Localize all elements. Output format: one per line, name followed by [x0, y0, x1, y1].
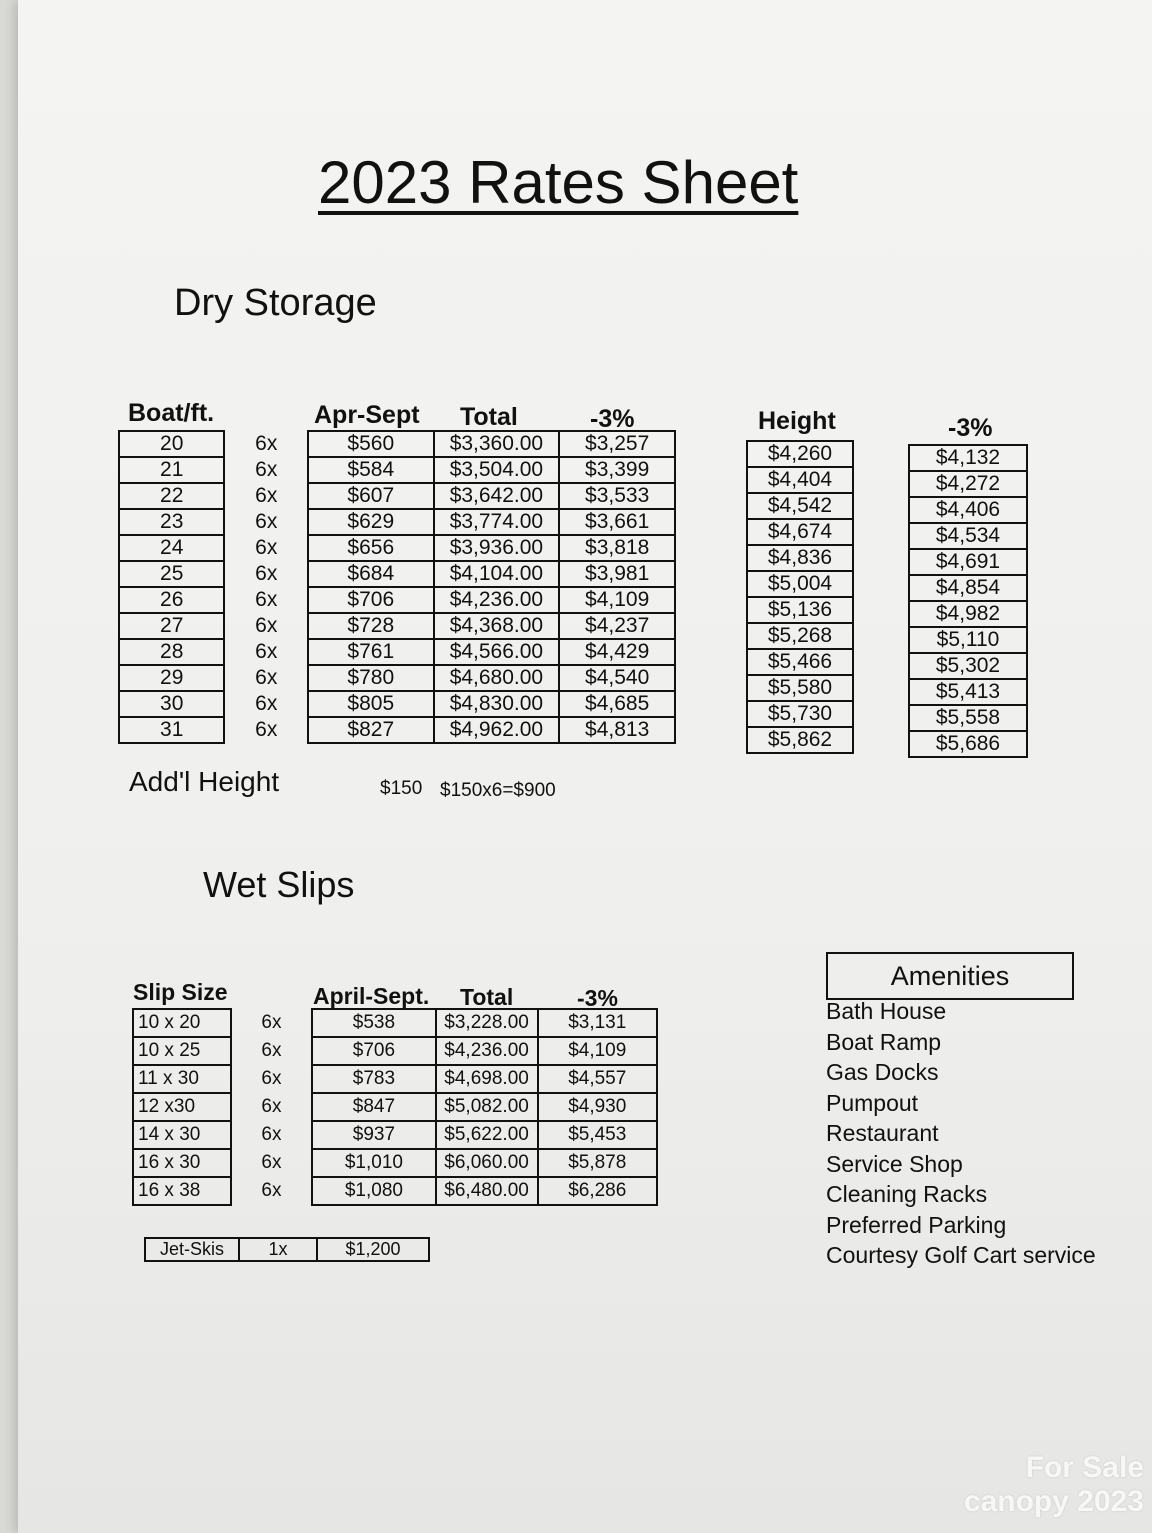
height-discount-cell: $4,691 [909, 549, 1027, 575]
total-cell: $4,236.00 [434, 587, 560, 613]
total-cell: $4,698.00 [436, 1065, 538, 1093]
height-discount-cell: $4,982 [909, 601, 1027, 627]
dry-storage-row [119, 613, 675, 639]
amenity-item: Pumpout [826, 1089, 919, 1116]
multiplier-cell: 6x [231, 1149, 312, 1177]
total-cell: $4,830.00 [434, 691, 560, 717]
multiplier-cell: 6x [224, 509, 308, 535]
monthly-rate-cell: $847 [312, 1093, 435, 1121]
dry-storage-row [119, 483, 675, 509]
monthly-rate-cell: $805 [308, 691, 433, 717]
height-rate-cell: $4,674 [747, 519, 853, 545]
amenity-item: Boat Ramp [826, 1028, 942, 1055]
total-cell: $4,368.00 [434, 613, 560, 639]
discount-cell: $5,453 [538, 1121, 658, 1149]
amenities-heading: Amenities [826, 952, 1074, 1000]
wet-slip-row [133, 1009, 657, 1037]
addl-height-label: Add'l Height [129, 766, 280, 797]
multiplier-cell: 6x [224, 717, 308, 743]
discount-cell: $4,429 [559, 639, 675, 665]
height-rate-cell: $5,268 [747, 623, 853, 649]
discount-cell: $3,399 [559, 457, 675, 483]
discount-cell: $3,533 [559, 483, 675, 509]
total-cell: $3,360.00 [434, 431, 560, 457]
height-discount-row [909, 445, 1027, 471]
wet-discount-header: -3% [577, 985, 618, 1011]
multiplier-cell: 6x [224, 639, 308, 665]
wet-slip-row [133, 1177, 657, 1205]
listing-watermark [964, 1451, 1144, 1519]
multiplier-cell: 6x [224, 665, 308, 691]
height-rate-cell: $5,004 [747, 571, 853, 597]
slip-size-cell: 12 x30 [133, 1093, 231, 1121]
total-cell: $6,060.00 [436, 1149, 538, 1177]
addl-height-rate: $150 [380, 778, 423, 799]
dry-storage-row [119, 665, 675, 691]
dry-storage-heading: Dry Storage [174, 282, 377, 324]
monthly-rate-cell: $607 [308, 483, 433, 509]
height-discount-cell: $4,854 [909, 575, 1027, 601]
discount-cell: $4,540 [559, 665, 675, 691]
height-row [747, 441, 853, 467]
discount-cell: $5,878 [538, 1149, 658, 1177]
dry-storage-row [119, 457, 675, 483]
boat-length-cell: 29 [119, 665, 224, 691]
total-cell: $6,480.00 [436, 1177, 538, 1205]
height-discount-cell: $4,272 [909, 471, 1027, 497]
multiplier-cell: 6x [224, 691, 308, 717]
height-row [747, 571, 853, 597]
wet-slip-row [133, 1149, 657, 1177]
height-rate-cell: $5,136 [747, 597, 853, 623]
monthly-rate-cell: $656 [308, 535, 433, 561]
discount-cell: $3,818 [559, 535, 675, 561]
slip-size-cell: 10 x 20 [133, 1009, 231, 1037]
amenity-item: Service Shop [826, 1150, 963, 1177]
height-row [747, 701, 853, 727]
dry-storage-row [119, 431, 675, 457]
boat-length-cell: 23 [119, 509, 224, 535]
height-row [747, 649, 853, 675]
height-row [747, 597, 853, 623]
height-discount-cell: $5,413 [909, 679, 1027, 705]
dry-storage-row [119, 535, 675, 561]
total-cell: $4,566.00 [434, 639, 560, 665]
boat-length-cell: 25 [119, 561, 224, 587]
discount-cell: $4,813 [559, 717, 675, 743]
slip-size-cell: 11 x 30 [133, 1065, 231, 1093]
multiplier-cell: 6x [231, 1177, 312, 1205]
addl-height-calc: $150x6=$900 [440, 780, 556, 801]
multiplier-cell: 6x [231, 1037, 312, 1065]
page-title: 2023 Rates Sheet [318, 149, 799, 216]
total-cell: $4,236.00 [436, 1037, 538, 1065]
total-cell: $3,504.00 [434, 457, 560, 483]
multiplier-cell: 6x [224, 483, 308, 509]
height-rate-cell: $4,260 [747, 441, 853, 467]
boat-length-cell: 27 [119, 613, 224, 639]
dry-storage-table [118, 430, 676, 744]
multiplier-cell: 6x [224, 613, 308, 639]
height-row [747, 519, 853, 545]
height-discount-cell: $5,558 [909, 705, 1027, 731]
multiplier-cell: 6x [224, 457, 308, 483]
height-discount-row [909, 705, 1027, 731]
monthly-rate-cell: $827 [308, 717, 433, 743]
monthly-rate-cell: $706 [308, 587, 433, 613]
discount-cell: $3,131 [538, 1009, 658, 1037]
height-rate-cell: $4,542 [747, 493, 853, 519]
slip-size-header: Slip Size [133, 979, 228, 1005]
height-header: Height [758, 407, 836, 435]
monthly-rate-cell: $706 [312, 1037, 435, 1065]
discount-cell: $4,109 [559, 587, 675, 613]
height-discount-row [909, 471, 1027, 497]
boat-length-cell: 26 [119, 587, 224, 613]
multiplier-cell: 6x [231, 1093, 312, 1121]
height-discount-row [909, 601, 1027, 627]
dry-storage-row [119, 509, 675, 535]
total-cell: $4,962.00 [434, 717, 560, 743]
discount-cell: $3,661 [559, 509, 675, 535]
height-rate-cell: $5,466 [747, 649, 853, 675]
monthly-rate-cell: $560 [308, 431, 433, 457]
dry-storage-row [119, 561, 675, 587]
slip-size-cell: 16 x 30 [133, 1149, 231, 1177]
height-rate-cell: $4,836 [747, 545, 853, 571]
discount-cell: $4,685 [559, 691, 675, 717]
height-row [747, 675, 853, 701]
height-discount-row [909, 627, 1027, 653]
monthly-rate-cell: $761 [308, 639, 433, 665]
discount-cell: $3,257 [559, 431, 675, 457]
amenity-item: Courtesy Golf Cart service [826, 1242, 1096, 1268]
monthly-rate-cell: $1,010 [312, 1149, 435, 1177]
boat-length-cell: 24 [119, 535, 224, 561]
april-sept-header: April-Sept. [313, 983, 430, 1009]
wet-slip-row [133, 1121, 657, 1149]
dry-storage-row [119, 639, 675, 665]
height-discount-table [908, 444, 1028, 758]
amenity-item: Restaurant [826, 1120, 939, 1146]
slip-size-cell: 10 x 25 [133, 1037, 231, 1065]
monthly-rate-cell: $937 [312, 1121, 435, 1149]
height-discount-row [909, 549, 1027, 575]
height-row [747, 493, 853, 519]
wet-total-header: Total [460, 984, 514, 1010]
height-discount-cell: $4,534 [909, 523, 1027, 549]
slip-size-cell: 16 x 38 [133, 1177, 231, 1205]
total-cell: $3,936.00 [434, 535, 560, 561]
apr-sept-header: Apr-Sept [314, 401, 420, 429]
boat-ft-header: Boat/ft. [128, 399, 215, 427]
discount-cell: $4,557 [538, 1065, 658, 1093]
discount-cell: $4,930 [538, 1093, 658, 1121]
dry-storage-row [119, 587, 675, 613]
height-discount-row [909, 523, 1027, 549]
height-row [747, 545, 853, 571]
monthly-rate-cell: $629 [308, 509, 433, 535]
height-rate-cell: $5,730 [747, 701, 853, 727]
height-discount-row [909, 575, 1027, 601]
height-row [747, 467, 853, 493]
dry-storage-row [119, 691, 675, 717]
total-cell: $3,228.00 [436, 1009, 538, 1037]
boat-length-cell: 28 [119, 639, 224, 665]
boat-length-cell: 22 [119, 483, 224, 509]
jet-skis-rate: $1,200 [317, 1238, 429, 1261]
total-cell: $4,104.00 [434, 561, 560, 587]
discount-cell: $3,981 [559, 561, 675, 587]
wet-slips-heading: Wet Slips [203, 864, 355, 905]
multiplier-cell: 6x [224, 561, 308, 587]
total-cell: $3,774.00 [434, 509, 560, 535]
multiplier-cell: 6x [231, 1121, 312, 1149]
wet-slip-row [133, 1037, 657, 1065]
height-discount-cell: $4,132 [909, 445, 1027, 471]
jet-skis-table [144, 1237, 430, 1262]
height-discount-cell: $5,686 [909, 731, 1027, 757]
amenity-item: Gas Docks [826, 1059, 939, 1085]
height-discount-header: -3% [948, 414, 993, 442]
monthly-rate-cell: $783 [312, 1065, 435, 1093]
monthly-rate-cell: $584 [308, 457, 433, 483]
height-discount-cell: $4,406 [909, 497, 1027, 523]
monthly-rate-cell: $1,080 [312, 1177, 435, 1205]
height-row [747, 727, 853, 753]
discount-cell: $4,237 [559, 613, 675, 639]
jet-skis-mult: 1x [239, 1238, 317, 1261]
wet-slip-row [133, 1093, 657, 1121]
dry-storage-row [119, 717, 675, 743]
amenity-item: Cleaning Racks [826, 1181, 988, 1207]
total-cell: $5,622.00 [436, 1121, 538, 1149]
height-discount-row [909, 497, 1027, 523]
boat-length-cell: 30 [119, 691, 224, 717]
total-cell: $3,642.00 [434, 483, 560, 509]
total-header: Total [460, 403, 518, 431]
monthly-rate-cell: $728 [308, 613, 433, 639]
height-rate-cell: $5,580 [747, 675, 853, 701]
height-discount-row [909, 653, 1027, 679]
multiplier-cell: 6x [224, 535, 308, 561]
watermark-line1: For Sale [1025, 1451, 1144, 1484]
total-cell: $5,082.00 [436, 1093, 538, 1121]
discount-cell: $6,286 [538, 1177, 658, 1205]
height-table [746, 440, 854, 754]
jet-skis-row [145, 1238, 429, 1261]
monthly-rate-cell: $538 [312, 1009, 435, 1037]
height-row [747, 623, 853, 649]
wet-slip-row [133, 1065, 657, 1093]
wet-slips-table [132, 1008, 658, 1206]
multiplier-cell: 6x [231, 1009, 312, 1037]
boat-length-cell: 31 [119, 717, 224, 743]
height-rate-cell: $4,404 [747, 467, 853, 493]
watermark-line2: canopy 2023 [963, 1485, 1144, 1518]
height-discount-row [909, 679, 1027, 705]
boat-length-cell: 20 [119, 431, 224, 457]
height-rate-cell: $5,862 [747, 727, 853, 753]
monthly-rate-cell: $780 [308, 665, 433, 691]
height-discount-row [909, 731, 1027, 757]
height-discount-cell: $5,110 [909, 627, 1027, 653]
discount-header: -3% [590, 405, 635, 433]
jet-skis-label: Jet-Skis [145, 1238, 239, 1261]
multiplier-cell: 6x [224, 431, 308, 457]
slip-size-cell: 14 x 30 [133, 1121, 231, 1149]
monthly-rate-cell: $684 [308, 561, 433, 587]
multiplier-cell: 6x [224, 587, 308, 613]
amenity-item: Preferred Parking [826, 1211, 1007, 1238]
amenities-list [826, 996, 1096, 1271]
total-cell: $4,680.00 [434, 665, 560, 691]
discount-cell: $4,109 [538, 1037, 658, 1065]
height-discount-cell: $5,302 [909, 653, 1027, 679]
multiplier-cell: 6x [231, 1065, 312, 1093]
amenity-item: Bath House [826, 998, 947, 1024]
boat-length-cell: 21 [119, 457, 224, 483]
